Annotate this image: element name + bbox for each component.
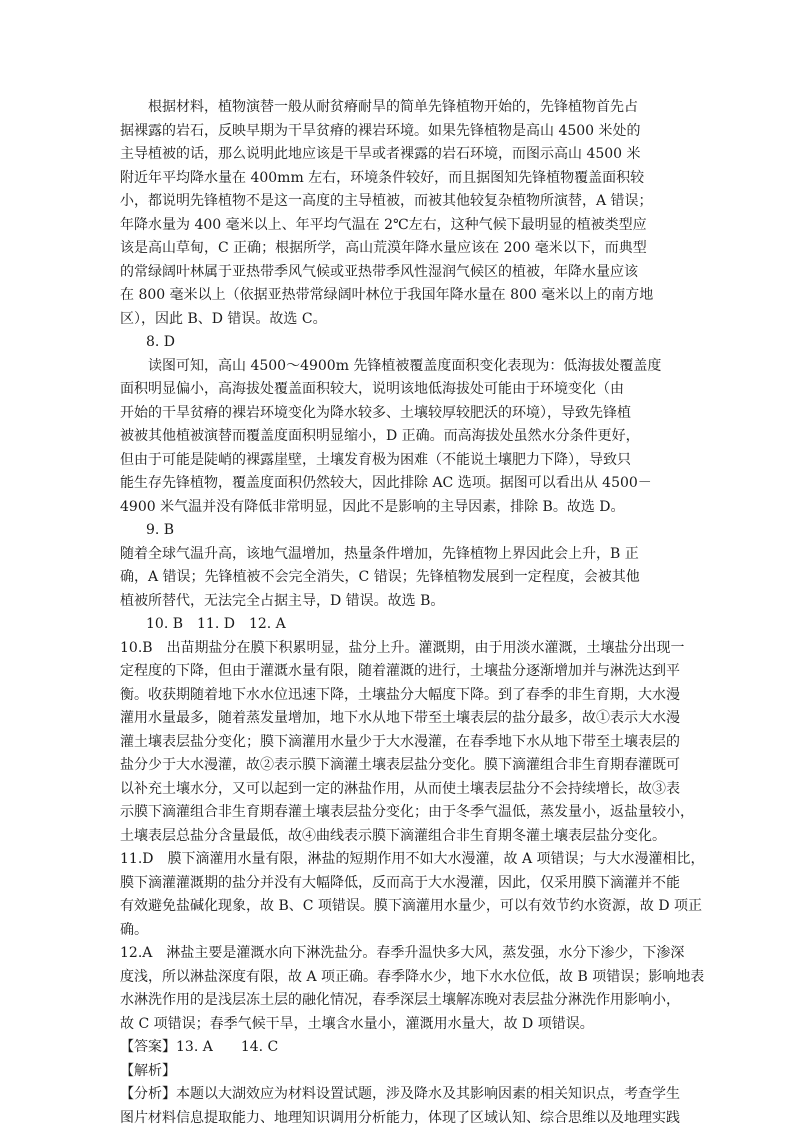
text-line: 灌用水量最多，随着蒸发量增加，地下水从地下带至土壤表层的盐分最多，故①表示大水漫 <box>120 707 680 731</box>
text-line: 的常绿阔叶林属于亚热带季风气候或亚热带季风性湿润气候区的植被，年降水量应该 <box>120 261 680 285</box>
text-line: 读图可知，高山 4500～4900m 先锋植被覆盖度面积变化表现为：低海拔处覆盖度 <box>120 355 680 379</box>
q7-explanation <box>120 96 680 331</box>
q8-answer: 8. D <box>120 331 680 355</box>
text-line: 【分析】本题以大湖效应为材料设置试题，涉及降水及其影响因素的相关知识点，考查学生 <box>120 1083 680 1107</box>
text-line: 示膜下滴灌组合非生育期春灌土壤表层盐分变化；由于冬季气温低，蒸发量小，返盐量较小， <box>120 801 680 825</box>
text-line: 水淋洗作用的是浅层冻土层的融化情况，春季深层土壤解冻晚对表层盐分淋洗作用影响小， <box>120 989 680 1013</box>
text-line: 能生存先锋植物，覆盖度面积仍然较大，因此排除 AC 选项。据图可以看出从 4500－ <box>120 472 680 496</box>
text-line: 盐分少于大水漫灌，故②表示膜下滴灌土壤表层盐分变化。膜下滴灌组合非生育期春灌既可 <box>120 754 680 778</box>
text-line: 随着全球气温升高，该地气温增加，热量条件增加，先锋植物上界因此会上升，B 正 <box>120 543 680 567</box>
text-line: 附近年平均降水量在 400mm 左右，环境条件较好，而且据图知先锋植物覆盖面积较 <box>120 167 680 191</box>
text-line: 年降水量为 400 毫米以上、年平均气温在 2℃左右，这种气候下最明显的植被类型应 <box>120 214 680 238</box>
text-line: 11.D 膜下滴灌用水量有限，淋盐的短期作用不如大水漫灌，故 A 项错误；与大水漫灌相比， <box>120 848 680 872</box>
answer-line: 【答案】13. A 14. C <box>120 1036 680 1060</box>
analysis-heading: 【解析】 <box>120 1060 680 1084</box>
q9-explanation <box>120 543 680 614</box>
q9-answer: 9. B <box>120 519 680 543</box>
text-line: 有效避免盐碱化现象，故 B、C 项错误。膜下滴灌用水量少，可以有效节约水资源，故 D 项正 <box>120 895 680 919</box>
text-line: 开始的干旱贫瘠的裸岩环境变化为降水较多、土壤较厚较肥沃的环境），导致先锋植 <box>120 402 680 426</box>
text-line: 据裸露的岩石，反映早期为干旱贫瘠的裸岩环境。如果先锋植物是高山 4500 米处的 <box>120 120 680 144</box>
text-line: 度浅，所以淋盐深度有限，故 A 项正确。春季降水少，地下水水位低，故 B 项错误；影响地表 <box>120 966 680 990</box>
text-line: 土壤表层总盐分含量最低，故④曲线表示膜下滴灌组合非生育期冬灌土壤表层盐分变化。 <box>120 825 680 849</box>
text-line: 灌土壤表层盐分变化；膜下滴灌用水量少于大水漫灌，在春季地下水从地下带至土壤表层的 <box>120 731 680 755</box>
q10-12-explanation <box>120 637 680 1037</box>
text-line: 图片材料信息提取能力、地理知识调用分析能力，体现了区域认知、综合思维以及地理实践 <box>120 1107 680 1130</box>
text-line: 衡。收获期随着地下水水位迅速下降，土壤盐分大幅度下降。到了春季的非生育期，大水漫 <box>120 684 680 708</box>
text-line: 10.B 出苗期盐分在膜下积累明显，盐分上升。灌溉期，由于用淡水灌溉，土壤盐分出现一 <box>120 637 680 661</box>
text-line: 定程度的下降，但由于灌溉水量有限，随着灌溉的进行，土壤盐分逐渐增加并与淋洗达到平 <box>120 660 680 684</box>
text-line: 故 C 项错误；春季气候干旱，土壤含水量小，灌溉用水量大，故 D 项错误。 <box>120 1013 680 1037</box>
q8-explanation <box>120 355 680 520</box>
text-line: 区），因此 B、D 错误。故选 C。 <box>120 308 680 332</box>
text-line: 该是高山草甸，C 正确；根据所学，高山荒漠年降水量应该在 200 毫米以下，而典型 <box>120 237 680 261</box>
text-line: 在 800 毫米以上（依据亚热带常绿阔叶林位于我国年降水量在 800 毫米以上的南方地 <box>120 284 680 308</box>
document-page <box>120 96 680 1130</box>
q10-12-answers: 10. B 11. D 12. A <box>120 613 680 637</box>
text-line: 确。 <box>120 919 680 943</box>
text-line: 膜下滴灌灌溉期的盐分并没有大幅降低，反而高于大水漫灌，因此，仅采用膜下滴灌并不能 <box>120 872 680 896</box>
text-line: 以补充土壤水分，又可以起到一定的淋盐作用，从而使土壤表层盐分不会持续增长，故③表 <box>120 778 680 802</box>
text-line: 被被其他植被演替而覆盖度面积明显缩小，D 正确。而高海拔处虽然水分条件更好， <box>120 425 680 449</box>
text-line: 根据材料，植物演替一般从耐贫瘠耐旱的简单先锋植物开始的，先锋植物首先占 <box>120 96 680 120</box>
text-line: 植被所替代，无法完全占据主导，D 错误。故选 B。 <box>120 590 680 614</box>
text-line: 主导植被的话，那么说明此地应该是干旱或者裸露的岩石环境，而图示高山 4500 米 <box>120 143 680 167</box>
text-line: 4900 米气温并没有降低非常明显，因此不是影响的主导因素，排除 B。故选 D。 <box>120 496 680 520</box>
text-line: 小，都说明先锋植物不是这一高度的主导植被，而被其他较复杂植物所演替，A 错误； <box>120 190 680 214</box>
text-line: 12.A 淋盐主要是灌溉水向下淋洗盐分。春季升温快多大风，蒸发强，水分下渗少，下渗深 <box>120 942 680 966</box>
text-line: 确，A 错误；先锋植被不会完全消失，C 错误；先锋植物发展到一定程度，会被其他 <box>120 566 680 590</box>
text-line: 面积明显偏小，高海拔处覆盖面积较大，说明该地低海拔处可能由于环境变化（由 <box>120 378 680 402</box>
text-line: 但由于可能是陡峭的裸露崖壁，土壤发育极为困难（不能说土壤肥力下降），导致只 <box>120 449 680 473</box>
